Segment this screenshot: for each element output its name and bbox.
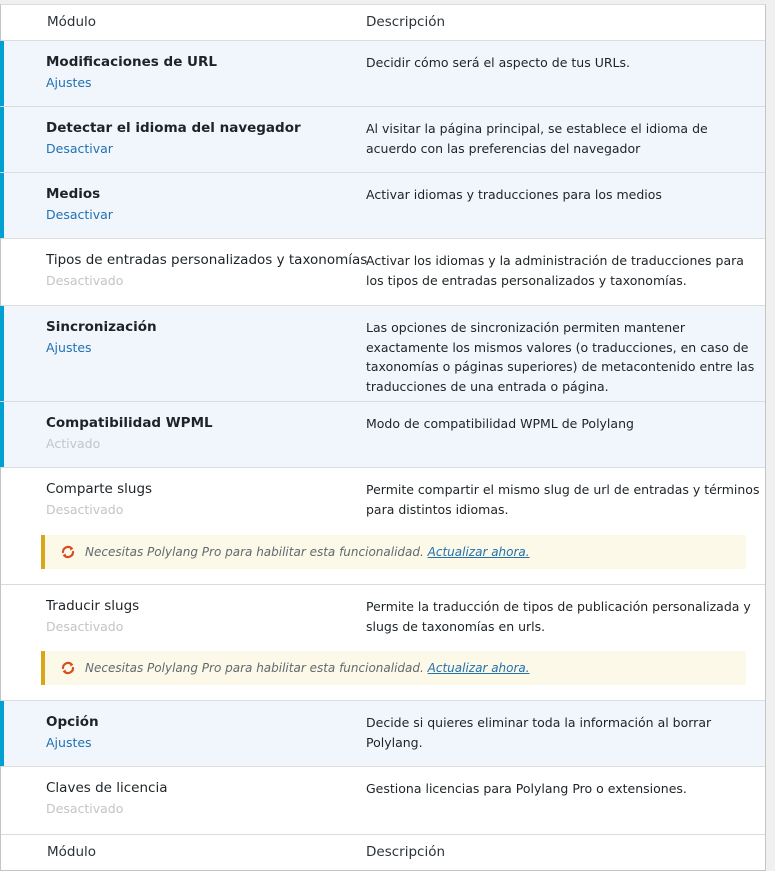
status-text: Desactivado — [46, 273, 124, 288]
column-footer-module[interactable]: Módulo — [47, 844, 97, 860]
module-name: Claves de licencia — [46, 780, 168, 796]
module-row-translate-slugs — [1, 585, 765, 701]
settings-link[interactable]: Ajustes — [46, 340, 92, 355]
module-name: Tipos de entradas personalizados y taxonomías — [46, 252, 368, 268]
module-description: Modo de compatibilidad WPML de Polylang — [366, 416, 634, 431]
upgrade-link[interactable]: Actualizar ahora. — [427, 545, 530, 559]
refresh-icon — [60, 544, 76, 560]
notice-text: Necesitas Polylang Pro para habilitar esta funcionalidad. — [85, 545, 424, 559]
module-row-media — [1, 173, 765, 239]
module-row-share-slugs — [1, 468, 765, 585]
module-description: Permite la traducción de tipos de publicación personalizada y slugs de taxonomías en urls. — [366, 599, 751, 634]
status-text: Desactivado — [46, 801, 124, 816]
settings-link[interactable]: Ajustes — [46, 75, 92, 90]
module-row-url-modifications — [1, 41, 765, 107]
status-text: Desactivado — [46, 619, 124, 634]
upgrade-notice — [41, 535, 746, 569]
deactivate-link[interactable]: Desactivar — [46, 207, 113, 222]
upgrade-notice — [41, 651, 746, 685]
column-header-module[interactable]: Módulo — [47, 14, 97, 30]
settings-link[interactable]: Ajustes — [46, 735, 92, 750]
modules-table — [0, 4, 766, 871]
module-name: Opción — [46, 714, 99, 730]
refresh-icon — [60, 660, 76, 676]
module-description: Permite compartir el mismo slug de url de entradas y términos para distintos idiomas. — [366, 482, 760, 517]
module-row-browser-detection — [1, 107, 765, 173]
column-header-description[interactable]: Descripción — [366, 14, 446, 30]
module-description: Las opciones de sincronización permiten mantener exactamente los mismos valores (o traducciones, en caso de taxonomías o páginas superiores) de metacontenido entre las traducciones de una entrada o página. — [366, 320, 755, 394]
status-text: Activado — [46, 436, 101, 451]
module-name: Sincronización — [46, 319, 157, 335]
module-row-cpt — [1, 239, 765, 306]
status-text: Desactivado — [46, 502, 124, 517]
module-row-option — [1, 701, 765, 767]
table-footer — [1, 834, 765, 870]
module-description: Activar idiomas y traducciones para los medios — [366, 187, 662, 202]
notice-text: Necesitas Polylang Pro para habilitar esta funcionalidad. — [85, 661, 424, 675]
module-name: Detectar el idioma del navegador — [46, 120, 301, 136]
module-row-wpml — [1, 402, 765, 468]
module-description: Gestiona licencias para Polylang Pro o extensiones. — [366, 781, 687, 796]
upgrade-link[interactable]: Actualizar ahora. — [427, 661, 530, 675]
deactivate-link[interactable]: Desactivar — [46, 141, 113, 156]
module-description: Activar los idiomas y la administración de traducciones para los tipos de entradas personalizados y taxonomías. — [366, 253, 744, 288]
module-name: Compatibilidad WPML — [46, 415, 213, 431]
module-name: Traducir slugs — [46, 598, 140, 614]
module-description: Decidir cómo será el aspecto de tus URLs. — [366, 55, 630, 70]
module-row-sync — [1, 306, 765, 402]
module-description: Al visitar la página principal, se establece el idioma de acuerdo con las preferencias del navegador — [366, 121, 708, 156]
column-footer-description[interactable]: Descripción — [366, 844, 446, 860]
module-row-license-keys — [1, 767, 765, 834]
module-name: Comparte slugs — [46, 481, 153, 497]
module-name: Modificaciones de URL — [46, 54, 218, 70]
module-name: Medios — [46, 186, 101, 202]
module-description: Decide si quieres eliminar toda la información al borrar Polylang. — [366, 715, 712, 750]
table-header — [1, 5, 765, 41]
